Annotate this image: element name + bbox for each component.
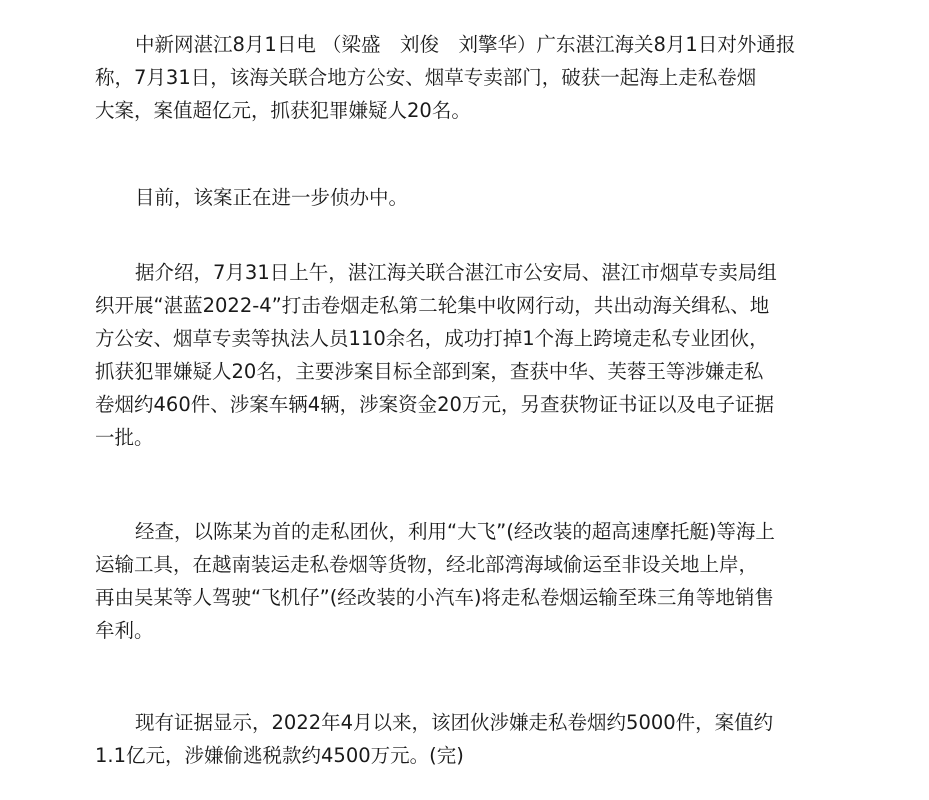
text-line: 经查，以陈某为首的走私团伙，利用“大飞”(经改装的超高速摩托艇)等海上: [135, 520, 775, 543]
text-line: 称，7月31日，该海关联合地方公安、烟草专卖部门，破获一起海上走私卷烟: [95, 66, 757, 89]
paragraph-evidence: [95, 706, 895, 772]
text-line: 牟利。: [95, 619, 154, 642]
text-line: 卷烟约460件、涉案车辆4辆，涉案资金20万元，另查获物证书证以及电子证据: [95, 393, 774, 416]
text-line: 现有证据显示，2022年4月以来，该团伙涉嫌走私卷烟约5000件，案值约: [135, 711, 774, 734]
text-line: 据介绍，7月31日上午，湛江海关联合湛江市公安局、湛江市烟草专卖局组: [135, 261, 777, 284]
paragraph-intro: [95, 28, 895, 127]
text-line: 抓获犯罪嫌疑人20名，主要涉案目标全部到案，查获中华、芙蓉王等涉嫌走私: [95, 360, 764, 383]
text-line: 织开展“湛蓝2022-4”打击卷烟走私第二轮集中收网行动，共出动海关缉私、地: [95, 294, 770, 317]
text-line: 再由吴某等人驾驶“飞机仔”(经改装的小汽车)将走私卷烟运输至珠三角等地销售: [95, 586, 774, 609]
paragraph-investigation: [95, 515, 895, 647]
text-line: 大案，案值超亿元，抓获犯罪嫌疑人20名。: [95, 99, 471, 122]
text-line: 运输工具，在越南装运走私卷烟等货物，经北部湾海域偷运至非设关地上岸，: [95, 553, 759, 576]
text-line: 方公安、烟草专卖等执法人员110余名，成功打掉1个海上跨境走私专业团伙，: [95, 327, 769, 350]
paragraph-status: [95, 181, 895, 214]
paragraph-operation: [95, 256, 895, 454]
text-line: 中新网湛江8月1日电 （梁盛 刘俊 刘擎华）广东湛江海关8月1日对外通报: [135, 33, 796, 56]
text-line: 目前，该案正在进一步侦办中。: [135, 186, 409, 209]
text-line: 1.1亿元，涉嫌偷逃税款约4500万元。(完): [95, 744, 464, 767]
text-line: 一批。: [95, 426, 154, 449]
